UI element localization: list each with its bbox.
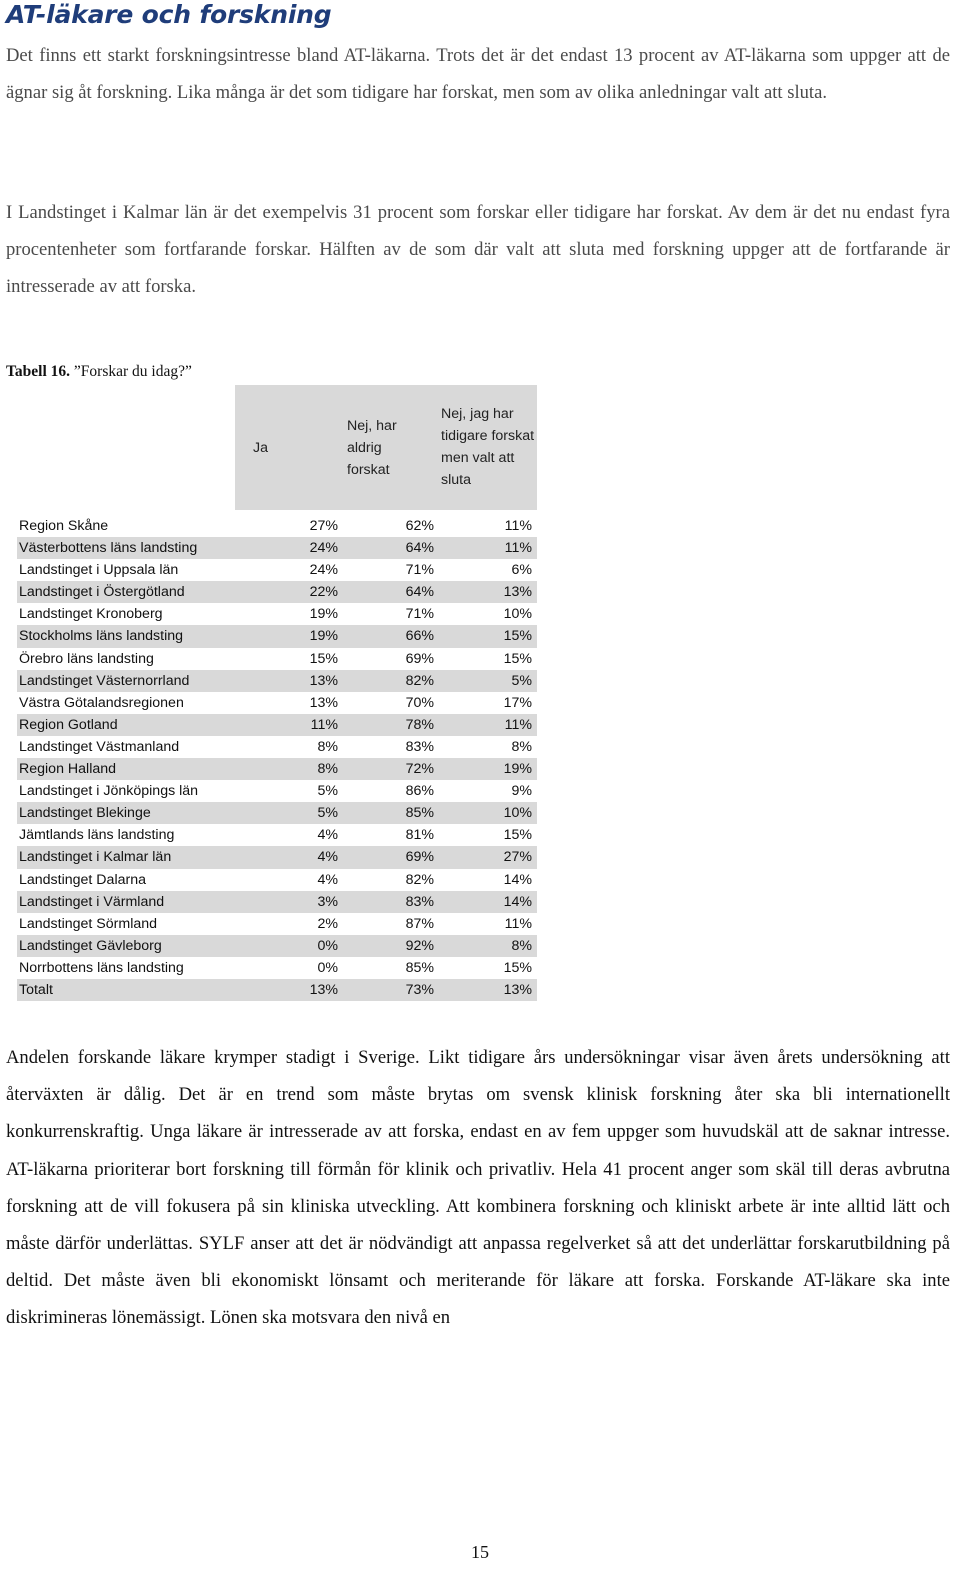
- table-row: [17, 802, 537, 824]
- row-quit: 5%: [511, 672, 532, 689]
- row-ja: 5%: [317, 805, 338, 822]
- row-never: 85%: [405, 959, 434, 976]
- row-never: 69%: [405, 650, 434, 667]
- row-ja: 24%: [309, 562, 338, 579]
- page-number: 15: [471, 1542, 489, 1562]
- table-row: [17, 891, 537, 913]
- row-never: 87%: [405, 915, 434, 932]
- header-previously-researched: Nej, jag har tidigare forskat men valt att sluta: [441, 406, 535, 488]
- row-never: 73%: [405, 981, 434, 998]
- row-quit: 15%: [503, 827, 532, 844]
- row-ja: 0%: [317, 937, 338, 954]
- section-heading: AT-läkare och forskning: [6, 0, 332, 29]
- row-quit: 17%: [503, 694, 532, 711]
- row-ja: 15%: [309, 650, 338, 667]
- row-quit: 13%: [503, 584, 532, 601]
- table-row: [17, 515, 537, 537]
- row-ja: 5%: [317, 783, 338, 800]
- row-name: Landstinget Dalarna: [19, 871, 146, 888]
- row-quit: 11%: [504, 716, 532, 733]
- row-ja: 11%: [310, 716, 338, 733]
- row-name: Landstinget Sörmland: [19, 915, 158, 932]
- table-row: [17, 736, 537, 758]
- row-ja: 13%: [309, 981, 338, 998]
- row-quit: 8%: [511, 937, 532, 954]
- row-name: Landstinget Blekinge: [19, 805, 151, 822]
- table-body: [17, 515, 537, 1001]
- table-row: [17, 846, 537, 868]
- row-never: 71%: [405, 562, 434, 579]
- row-ja: 19%: [309, 606, 338, 623]
- row-name: Landstinget i Kalmar län: [19, 849, 172, 866]
- row-name: Jämtlands läns landsting: [19, 827, 175, 844]
- row-name: Region Skåne: [19, 518, 109, 534]
- row-ja: 0%: [317, 959, 338, 976]
- row-ja: 4%: [317, 871, 338, 888]
- header-ja: Ja: [253, 440, 268, 456]
- intro-paragraph: Det finns ett starkt forskningsintresse bland AT-läkarna. Trots det är det endast 13 procent av AT-läkarna som uppger att de ägnar sig åt forskning. Lika många är det som tidigare har forskat, men som av olika anledningar valt att sluta.: [6, 45, 950, 103]
- row-ja: 3%: [317, 893, 338, 910]
- row-ja: 22%: [309, 584, 338, 601]
- row-never: 64%: [405, 540, 434, 557]
- row-never: 66%: [405, 628, 434, 645]
- row-quit: 6%: [511, 562, 532, 579]
- row-quit: 15%: [503, 959, 532, 976]
- row-name: Landstinget i Jönköpings län: [19, 783, 199, 800]
- table-row: [17, 957, 537, 979]
- header-never-researched: Nej, har aldrig forskat: [347, 418, 397, 478]
- table-row: [17, 581, 537, 603]
- row-never: 78%: [405, 716, 434, 733]
- row-quit: 9%: [511, 783, 532, 800]
- row-ja: 27%: [309, 518, 338, 534]
- row-name: Landstinget Kronoberg: [19, 606, 163, 623]
- row-ja: 2%: [317, 915, 338, 932]
- row-never: 82%: [405, 871, 434, 888]
- table-row: [17, 603, 537, 625]
- row-ja: 4%: [317, 827, 338, 844]
- row-ja: 13%: [309, 694, 338, 711]
- row-quit: 10%: [503, 805, 532, 822]
- table-caption-label: Tabell 16.: [6, 363, 71, 380]
- table-row: [17, 824, 537, 846]
- row-ja: 4%: [317, 849, 338, 866]
- row-quit: 14%: [503, 893, 532, 910]
- table-row: [17, 979, 537, 1001]
- row-never: 85%: [405, 805, 434, 822]
- table-row: [17, 758, 537, 780]
- row-quit: 15%: [503, 650, 532, 667]
- row-quit: 10%: [503, 606, 532, 623]
- row-never: 83%: [405, 738, 434, 755]
- table-row: [17, 913, 537, 935]
- row-never: 70%: [405, 694, 434, 711]
- row-quit: 15%: [503, 628, 532, 645]
- row-name: Region Gotland: [19, 716, 118, 733]
- table-header: [17, 385, 537, 510]
- row-name: Västerbottens läns landsting: [19, 540, 198, 557]
- table-row: [17, 625, 537, 647]
- row-never: 62%: [405, 518, 434, 534]
- row-name: Landstinget i Uppsala län: [19, 562, 179, 579]
- row-never: 92%: [405, 937, 434, 954]
- table-caption: [6, 363, 192, 381]
- row-quit: 13%: [503, 981, 532, 998]
- row-never: 72%: [405, 761, 434, 778]
- table-row: [17, 692, 537, 714]
- row-name: Norrbottens läns landsting: [19, 959, 184, 976]
- table-row: [17, 869, 537, 891]
- row-quit: 11%: [504, 540, 532, 557]
- row-quit: 19%: [503, 761, 532, 778]
- row-ja: 8%: [317, 738, 338, 755]
- row-never: 69%: [405, 849, 434, 866]
- row-name: Landstinget Västernorrland: [19, 672, 190, 689]
- row-ja: 19%: [309, 628, 338, 645]
- row-ja: 13%: [309, 672, 338, 689]
- row-quit: 14%: [503, 871, 532, 888]
- kalmar-paragraph: I Landstinget i Kalmar län är det exempelvis 31 procent som forskar eller tidigare har forskat. Av dem är det nu endast fyra procentenheter som fortfarande forskar. Hälften av de som där valt att sluta med forskning uppger att de fortfarande är intresserade av att forska.: [6, 202, 950, 297]
- row-ja: 8%: [317, 761, 338, 778]
- table-row: [17, 648, 537, 670]
- table-row: [17, 935, 537, 957]
- row-name: Totalt: [19, 981, 53, 998]
- row-never: 71%: [405, 606, 434, 623]
- row-name: Landstinget Gävleborg: [19, 937, 162, 954]
- row-name: Landstinget i Värmland: [19, 893, 165, 910]
- row-quit: 8%: [511, 738, 532, 755]
- row-name: Örebro läns landsting: [19, 650, 154, 667]
- closing-paragraph: Andelen forskande läkare krymper stadigt i Sverige. Likt tidigare års undersökningar visar även årets undersökning att återväxten är dålig. Det är en trend som måste brytas om svensk klinisk forskning åter ska bli internationellt konkurrenskraftig. Unga läkare är intresserade av att forska, endast en av fem uppger som huvudskäl att de saknar intresse. AT-läkarna prioriterar bort forskning till förmån för klinik och privatliv. Hela 41 procent anger som skäl till deras avbrutna forskning att de vill fokusera på sin kliniska utveckling. Att kombinera forskning och kliniskt arbete är inte alltid lätt och måste därför underlättas. SYLF anser att det är nödvändigt att anpassa regelverket så att det underlättar forskarutbildning på deltid. Det måste även bli ekonomiskt lönsamt och meriterande för läkare att forska. Forskande AT-läkare ska inte diskrimineras lönemässigt. Lönen ska motsvara den nivå en: [6, 1047, 950, 1329]
- row-never: 81%: [405, 827, 434, 844]
- row-never: 64%: [405, 584, 434, 601]
- row-quit: 11%: [504, 518, 532, 534]
- table-row: [17, 559, 537, 581]
- row-name: Landstinget i Östergötland: [19, 584, 185, 601]
- row-name: Västra Götalandsregionen: [19, 694, 184, 711]
- row-never: 83%: [405, 893, 434, 910]
- table-row: [17, 780, 537, 802]
- table-row: [17, 670, 537, 692]
- row-quit: 11%: [504, 915, 532, 932]
- row-ja: 24%: [309, 540, 338, 557]
- table-caption-text: ”Forskar du idag?”: [70, 363, 192, 380]
- row-never: 86%: [405, 783, 434, 800]
- row-name: Stockholms läns landsting: [19, 628, 184, 645]
- row-name: Landstinget Västmanland: [19, 738, 180, 755]
- row-quit: 27%: [503, 849, 532, 866]
- table-row: [17, 714, 537, 736]
- row-never: 82%: [405, 672, 434, 689]
- research-table: [17, 385, 537, 998]
- row-name: Region Halland: [19, 761, 117, 778]
- table-row: [17, 537, 537, 559]
